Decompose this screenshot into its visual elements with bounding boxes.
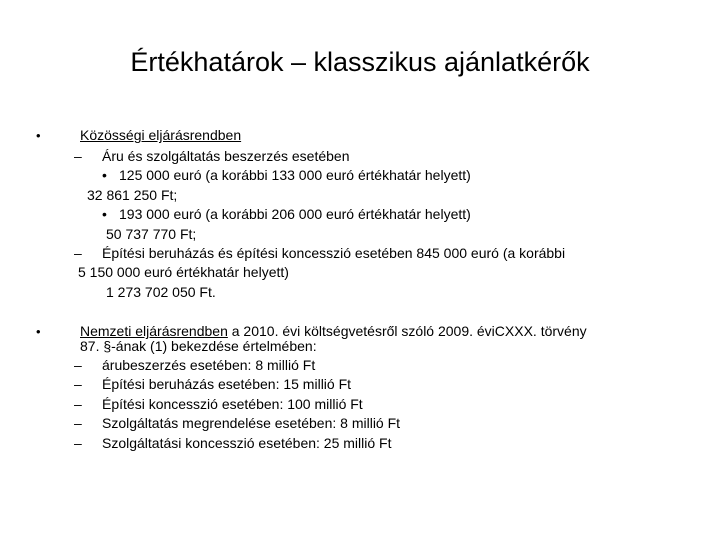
section2-item2-dash: – (74, 376, 82, 392)
section2-item3-dash: – (74, 396, 82, 412)
section1-item1-line2: 32 861 250 Ft; (87, 187, 178, 203)
section1-bullet: • (36, 128, 41, 143)
section1-item2-bullet: • (102, 206, 107, 222)
section2-bullet: • (36, 324, 41, 339)
section1-sub2-line2: 5 150 000 euró értékhatár helyett) (78, 264, 289, 280)
section2-item5-text: Szolgáltatási koncesszió esetében: 25 millió Ft (102, 435, 392, 451)
section2-item3-text: Építési koncesszió esetében: 100 millió Ft (102, 396, 363, 412)
section1-sub2-dash: – (74, 245, 82, 261)
section2-item5-dash: – (74, 435, 82, 451)
section2-heading-rest: a 2010. évi költségvetésről szóló 2009. éviCXXX. törvény (227, 323, 587, 339)
section2-item4-dash: – (74, 415, 82, 431)
section2-item1-text: árubeszerzés esetében: 8 millió Ft (102, 357, 316, 373)
section1-item2-line2: 50 737 770 Ft; (106, 226, 197, 242)
section1-item1-line1: 125 000 euró (a korábbi 133 000 euró értékhatár helyett) (119, 167, 471, 183)
section2-item4-text: Szolgáltatás megrendelése esetében: 8 millió Ft (102, 415, 401, 431)
section2-item1-dash: – (74, 357, 82, 373)
section1-heading: Közösségi eljárásrendben (80, 127, 242, 143)
section2-heading-line (80, 323, 587, 339)
section1-sub2-line1: Építési beruházás és építési koncesszió esetében 845 000 euró (a korábbi (102, 245, 566, 261)
section1-item1-bullet: • (102, 167, 107, 183)
section1-sub2-line3: 1 273 702 050 Ft. (106, 284, 216, 300)
section2-line2: 87. §-ának (1) bekezdése értelmében: (80, 338, 317, 354)
section1-sub1-dash: – (74, 148, 82, 164)
page-title: Értékhatárok – klasszikus ajánlatkérők (130, 47, 590, 77)
section2-heading: Nemzeti eljárásrendben (80, 323, 228, 339)
section1-sub1-text: Áru és szolgáltatás beszerzés esetében (102, 148, 350, 164)
section2-item2-text: Építési beruházás esetében: 15 millió Ft (102, 376, 352, 392)
section1-item2-line1: 193 000 euró (a korábbi 206 000 euró értékhatár helyett) (119, 206, 471, 222)
